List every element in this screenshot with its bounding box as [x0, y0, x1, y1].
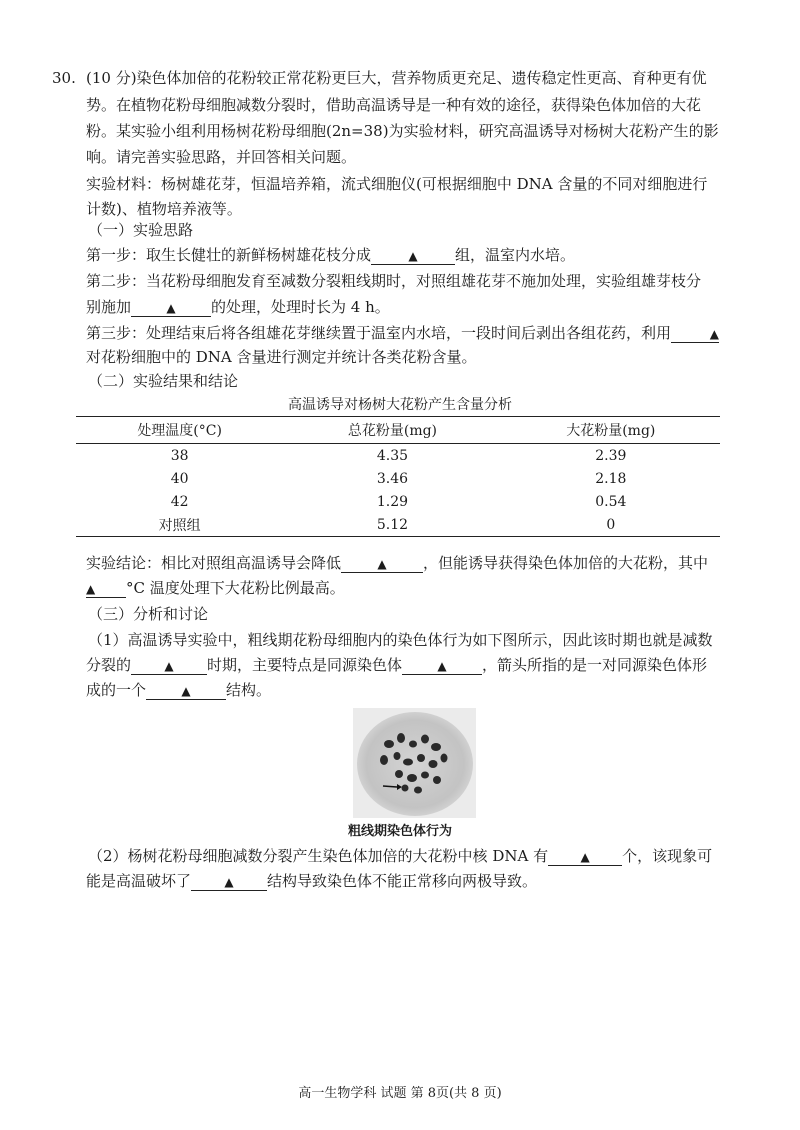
- table-cell: 2.18: [595, 470, 627, 487]
- intro-line-3: 粉。某实验小组利用杨树花粉母细胞(2n=38)为实验材料，研究高温诱导对杨树大花粉产生的影: [86, 122, 719, 140]
- table-caption: 高温诱导对杨树大花粉产生含量分析: [288, 397, 512, 413]
- materials-line-1: 实验材料：杨树雄花芽，恒温培养箱，流式细胞仪(可根据细胞中 DNA 含量的不同对细胞进行: [86, 175, 708, 193]
- table-header-temperature: 处理温度(°C): [76, 417, 283, 444]
- step2-line-1: 第二步：当花粉母细胞发育至减数分裂粗线期时，对照组雄花芽不施加处理，实验组雄芽枝分: [86, 272, 702, 290]
- figure-caption: 粗线期染色体行为: [347, 824, 452, 839]
- conclusion-text-before: 实验结论：相比对照组高温诱导会降低: [86, 554, 342, 572]
- table-cell: 0: [502, 513, 720, 537]
- intro-line-1: (10 分)染色体加倍的花粉较正常花粉更巨大，营养物质更充足、遗传稳定性更高、育种更有优: [86, 69, 707, 87]
- table-cell: 2.39: [595, 447, 627, 464]
- table-cell: 42: [170, 493, 189, 510]
- step3-line-1: [86, 323, 719, 343]
- intro-line-4: 响。请完善实验思路，并回答相关问题。: [86, 148, 357, 166]
- q1-text-b: 时期，主要特点是同源染色体: [207, 656, 403, 674]
- q1-text-e: 结构。: [226, 681, 272, 699]
- part1-heading: （一）实验思路: [88, 221, 194, 239]
- part3-heading: （三）分析和讨论: [88, 605, 209, 623]
- q1-line-1: （1）高温诱导实验中，粗线期花粉母细胞内的染色体行为如下图所示，因此该时期也就是减数: [88, 631, 713, 649]
- table-cell: 40: [170, 470, 189, 487]
- q1-line-3: [86, 680, 271, 700]
- conclusion-text-middle: ，但能诱导获得染色体加倍的大花粉，其中: [423, 554, 709, 572]
- q2-line-1: [88, 846, 712, 866]
- step2-text-before: 别施加: [86, 298, 132, 316]
- answer-blank-best-temperature[interactable]: ▲: [86, 581, 126, 598]
- q1-line-2: [86, 655, 707, 675]
- answer-blank-instrument[interactable]: ▲: [671, 326, 719, 343]
- step1-text-after: 组，温室内水培。: [455, 246, 576, 264]
- answer-blank-decrease[interactable]: ▲: [341, 556, 423, 573]
- table-cell: 0.54: [595, 493, 627, 510]
- table-cell: 4.35: [376, 447, 409, 464]
- answer-blank-treatment[interactable]: ▲: [131, 300, 211, 317]
- q1-text-a: 分裂的: [86, 656, 132, 674]
- table-header-row: [76, 417, 720, 444]
- table-row: [76, 490, 720, 513]
- table-cell: 1.29: [376, 493, 409, 510]
- conclusion-line-1: [86, 553, 708, 573]
- answer-blank-dna-count[interactable]: ▲: [548, 849, 622, 866]
- table-cell: 38: [170, 447, 189, 464]
- table-header-total-pollen: 总花粉量(mg): [283, 417, 501, 444]
- q2-line-2: [86, 871, 537, 891]
- question-number: 30.: [52, 69, 76, 87]
- q2-text-d: 结构导致染色体不能正常移向两极导致。: [267, 872, 538, 890]
- conclusion-line-2: [86, 578, 345, 598]
- answer-blank-chromosome-behavior[interactable]: ▲: [402, 658, 482, 675]
- answer-blank-phase[interactable]: ▲: [131, 658, 207, 675]
- table-header-large-pollen: 大花粉量(mg): [502, 417, 720, 444]
- step3-line-2: 对花粉细胞中的 DNA 含量进行测定并统计各类花粉含量。: [86, 348, 477, 366]
- answer-blank-damaged-structure[interactable]: ▲: [191, 874, 267, 891]
- q2-text-b: 个，该现象可: [622, 847, 713, 865]
- q2-text-c: 能是高温破坏了: [86, 872, 192, 890]
- step1-line: [86, 245, 575, 265]
- part2-heading: （二）实验结果和结论: [88, 372, 239, 390]
- page-footer: 高一生物学科 试题 第 8页(共 8 页): [298, 1086, 502, 1101]
- step3-text-before: 第三步：处理结束后将各组雄花芽继续置于温室内水培，一段时间后剥出各组花药，利用: [86, 324, 672, 342]
- table-cell: 3.46: [376, 470, 409, 487]
- step1-text-before: 第一步：取生长健壮的新鲜杨树雄花枝分成: [86, 246, 372, 264]
- answer-blank-structure[interactable]: ▲: [146, 683, 226, 700]
- intro-line-2: 势。在植物花粉母细胞减数分裂时，借助高温诱导是一种有效的途径，获得染色体加倍的大花: [86, 96, 702, 114]
- q1-text-c: ，箭头所指的是一对同源染色体形: [482, 656, 708, 674]
- results-table: [76, 416, 720, 537]
- table-row: [76, 467, 720, 490]
- step2-text-after: 的处理，处理时长为 4 h。: [211, 298, 390, 316]
- pachytene-micrograph: [353, 708, 476, 818]
- table-cell: 对照组: [76, 513, 283, 537]
- materials-line-2: 计数)、植物培养液等。: [86, 200, 242, 218]
- q2-text-a: （2）杨树花粉母细胞减数分裂产生染色体加倍的大花粉中核 DNA 有: [88, 847, 549, 865]
- answer-blank-groups[interactable]: ▲: [371, 248, 455, 265]
- table-row: [76, 513, 720, 537]
- conclusion-text-after: °C 温度处理下大花粉比例最高。: [126, 579, 345, 597]
- step2-line-2: [86, 297, 390, 317]
- table-cell: 5.12: [283, 513, 501, 537]
- table-row: [76, 444, 720, 468]
- q1-text-d: 成的一个: [86, 681, 147, 699]
